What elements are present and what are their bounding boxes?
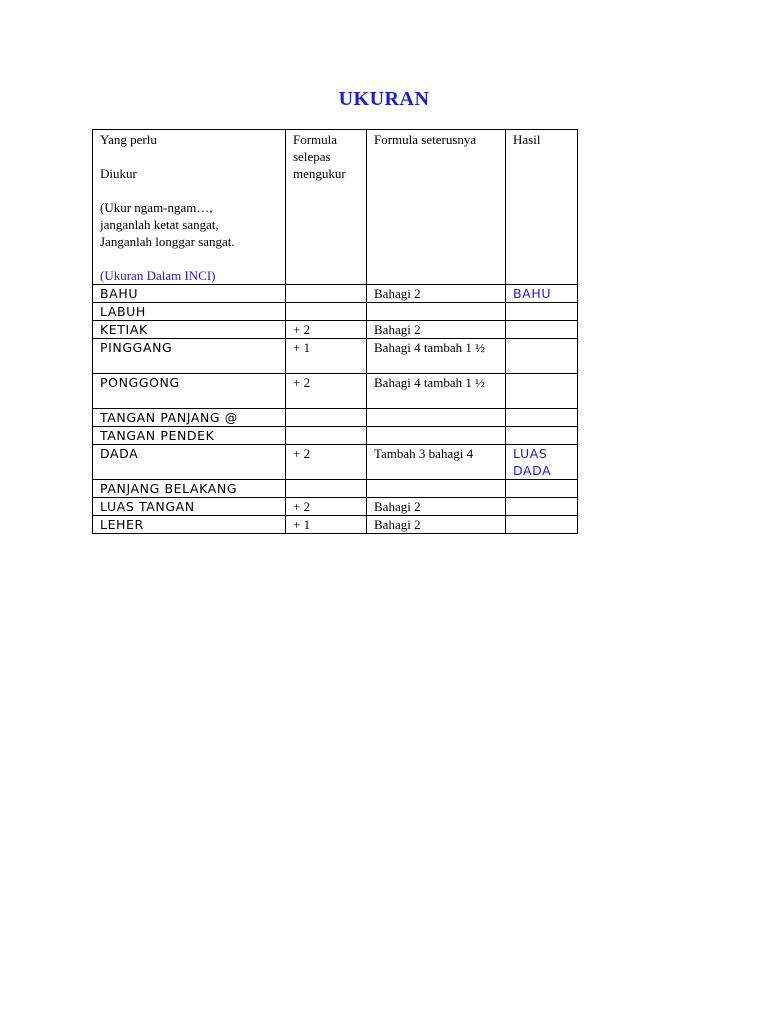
table-row — [93, 285, 578, 303]
cell-hasil — [506, 480, 578, 498]
header-cell-item — [93, 130, 286, 285]
cell-hasil — [506, 303, 578, 321]
cell-formula2 — [367, 303, 506, 321]
cell-formula2: Bahagi 2 — [367, 498, 506, 516]
cell-formula1: + 2 — [286, 498, 367, 516]
cell-item: KETIAK — [93, 321, 286, 339]
cell-formula1: + 1 — [286, 339, 367, 374]
cell-item: PINGGANG — [93, 339, 286, 374]
cell-item: BAHU — [93, 285, 286, 303]
header-formula1-line: Formula — [293, 132, 338, 147]
table-row — [93, 427, 578, 445]
document-title: UKURAN — [338, 88, 430, 110]
cell-item: TANGAN PANJANG @ — [93, 409, 286, 427]
cell-hasil — [506, 427, 578, 445]
cell-formula2: Bahagi 4 tambah 1 ½ — [367, 339, 506, 374]
cell-formula1 — [286, 427, 367, 445]
cell-formula2 — [367, 409, 506, 427]
cell-formula1 — [286, 303, 367, 321]
cell-formula1: + 1 — [286, 516, 367, 534]
cell-item: LUAS TANGAN — [93, 498, 286, 516]
header-item-line: Diukur — [100, 166, 137, 181]
cell-item: LABUH — [93, 303, 286, 321]
cell-formula1 — [286, 409, 367, 427]
table-row — [93, 445, 578, 480]
header-cell-hasil: Hasil — [506, 130, 578, 285]
header-cell-formula1 — [286, 130, 367, 285]
header-unit-note: (Ukuran Dalam INCI) — [100, 268, 216, 283]
table-row — [93, 303, 578, 321]
cell-hasil — [506, 498, 578, 516]
cell-hasil — [506, 374, 578, 409]
table-header-row — [93, 130, 578, 285]
cell-item: LEHER — [93, 516, 286, 534]
cell-item: PONGGONG — [93, 374, 286, 409]
cell-formula1 — [286, 285, 367, 303]
cell-item: PANJANG BELAKANG — [93, 480, 286, 498]
cell-hasil — [506, 516, 578, 534]
table-row — [93, 480, 578, 498]
table-row — [93, 498, 578, 516]
cell-item: TANGAN PENDEK — [93, 427, 286, 445]
header-formula1-line: selepas — [293, 149, 331, 164]
cell-formula1: + 2 — [286, 374, 367, 409]
cell-formula1: + 2 — [286, 445, 367, 480]
measurement-table — [92, 129, 578, 534]
header-formula1-line: mengukur — [293, 166, 346, 181]
cell-hasil: LUAS DADA — [506, 445, 578, 480]
cell-formula2: Bahagi 2 — [367, 285, 506, 303]
cell-hasil: BAHU — [506, 285, 578, 303]
cell-formula2: Tambah 3 bahagi 4 — [367, 445, 506, 480]
table-row — [93, 516, 578, 534]
header-cell-formula2: Formula seterusnya — [367, 130, 506, 285]
table-row — [93, 321, 578, 339]
header-item-line: Yang perlu — [100, 132, 157, 147]
cell-formula1 — [286, 480, 367, 498]
cell-formula2: Bahagi 4 tambah 1 ½ — [367, 374, 506, 409]
cell-hasil — [506, 339, 578, 374]
cell-formula1: + 2 — [286, 321, 367, 339]
cell-item: DADA — [93, 445, 286, 480]
table-row — [93, 409, 578, 427]
table-row — [93, 339, 578, 374]
cell-formula2 — [367, 480, 506, 498]
cell-hasil — [506, 409, 578, 427]
cell-formula2 — [367, 427, 506, 445]
header-item-note: janganlah ketat sangat, — [100, 217, 219, 232]
cell-formula2: Bahagi 2 — [367, 321, 506, 339]
cell-hasil — [506, 321, 578, 339]
table-row — [93, 374, 578, 409]
header-item-note: (Ukur ngam-ngam…, — [100, 200, 213, 215]
cell-formula2: Bahagi 2 — [367, 516, 506, 534]
header-item-note: Janganlah longgar sangat. — [100, 234, 235, 249]
